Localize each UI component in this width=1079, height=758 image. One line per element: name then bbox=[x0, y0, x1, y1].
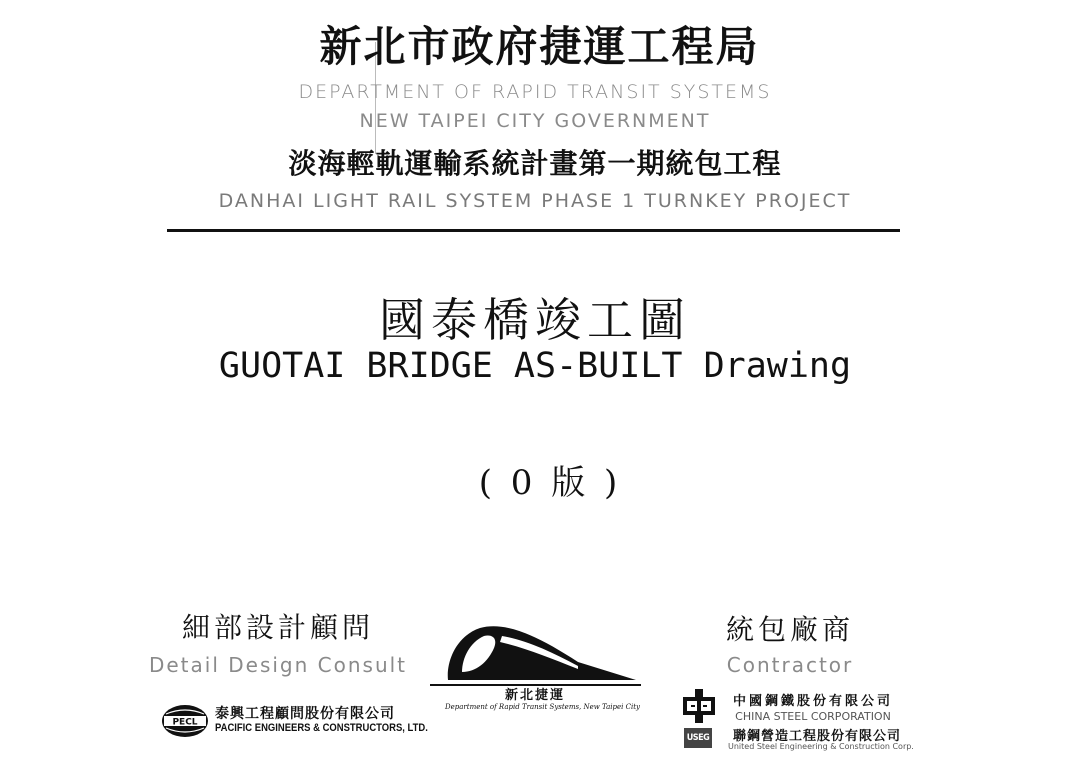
china-steel-logo-icon bbox=[683, 689, 715, 727]
agency-name-zh: 新北市政府捷運工程局 bbox=[319, 22, 760, 71]
drawing-title-zh: 國泰橋竣工圖 bbox=[379, 293, 691, 347]
project-name-en: DANHAI LIGHT RAIL SYSTEM PHASE 1 TURNKEY PROJECT bbox=[218, 190, 852, 212]
consultant-company-zh: 泰興工程顧問股份有限公司 bbox=[215, 706, 395, 722]
agency-name-en-line1: DEPARTMENT OF RAPID TRANSIT SYSTEMS bbox=[298, 81, 772, 103]
consultant-company-en: PACIFIC ENGINEERS & CONSTRUCTORS, LTD. bbox=[215, 722, 428, 734]
pecl-logo-text: PECL bbox=[172, 717, 198, 728]
agency-name-en-line2: NEW TAIPEI CITY GOVERNMENT bbox=[359, 110, 711, 132]
revision-label: ( 0 版 ) bbox=[478, 463, 622, 503]
contractor-heading-en: Contractor bbox=[726, 653, 854, 677]
contractor-company2-zh: 聯鋼營造工程股份有限公司 bbox=[733, 729, 902, 744]
drawing-title-en: GUOTAI BRIDGE AS-BUILT Drawing bbox=[218, 346, 852, 386]
header-divider bbox=[167, 229, 900, 232]
metro-logo-name-zh: 新北捷運 bbox=[504, 688, 565, 703]
contractor-company2-en: United Steel Engineering & Construction Corp. bbox=[728, 742, 914, 751]
contractor-company1-zh: 中國鋼鐵股份有限公司 bbox=[733, 694, 894, 709]
useg-logo-icon: USEG bbox=[684, 728, 712, 748]
consultant-heading-en: Detail Design Consult bbox=[148, 653, 408, 677]
pecl-logo-icon bbox=[160, 704, 210, 742]
metro-logo-name-en: Department of Rapid Transit Systems, New Taipei City bbox=[445, 703, 640, 711]
contractor-heading-zh: 統包廠商 bbox=[725, 613, 854, 646]
consultant-heading-zh: 細部設計顧問 bbox=[181, 611, 374, 644]
contractor-company1-en: CHINA STEEL CORPORATION bbox=[735, 710, 891, 723]
metro-train-logo-icon bbox=[428, 622, 643, 692]
project-name-zh: 淡海輕軌運輸系統計畫第一期統包工程 bbox=[288, 147, 782, 180]
